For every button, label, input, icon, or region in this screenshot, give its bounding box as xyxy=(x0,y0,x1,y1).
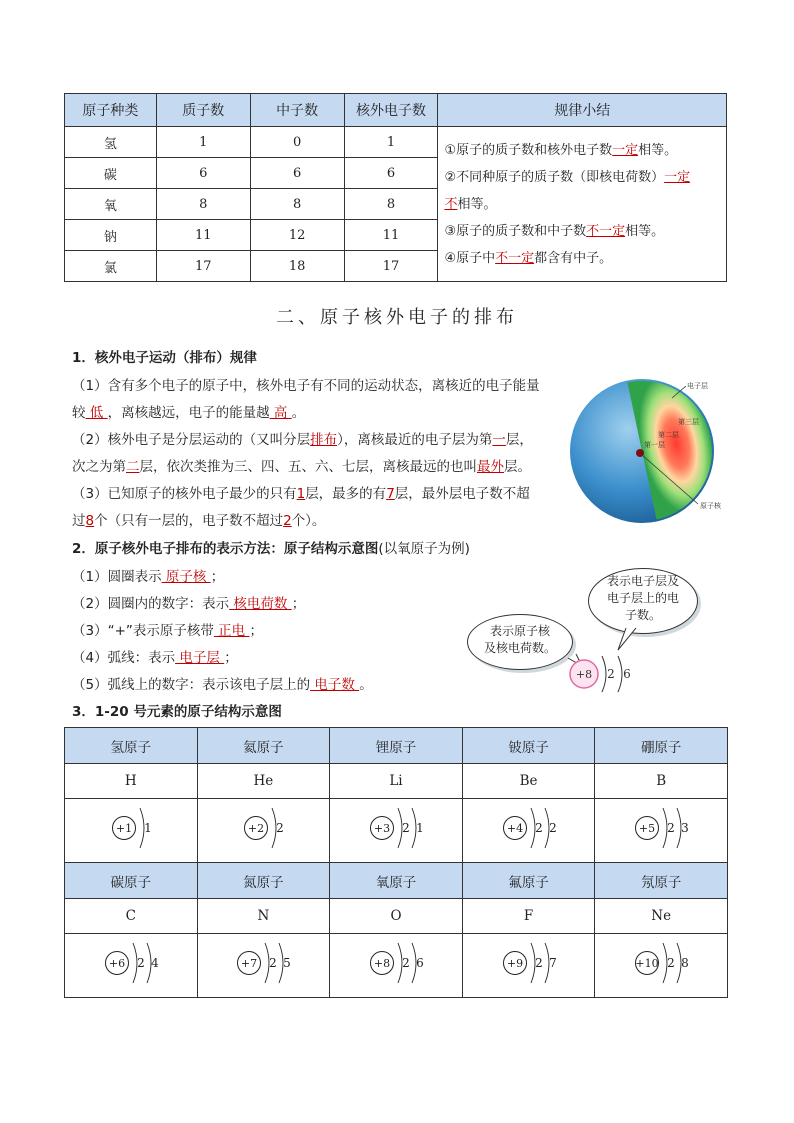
bubble-nucleus: 表示原子核 及核电荷数。 xyxy=(467,614,573,670)
atom-structure-diagram xyxy=(86,804,176,858)
summary-line-1: ①原子的质子数和核外电子数一定相等。 xyxy=(444,142,678,158)
table-row xyxy=(65,127,727,158)
proton-count: 6 xyxy=(156,158,250,189)
element-symbol: N xyxy=(197,899,330,934)
summary-line-3: 不相等。 xyxy=(444,196,497,212)
element-name: 硼原子 xyxy=(595,728,728,764)
atom-structure-diagram xyxy=(484,804,574,858)
atom-name: 碳 xyxy=(65,158,157,189)
shell-electron-count: 1 xyxy=(143,820,152,835)
part1-line-5: （3）已知原子的核外电子最少的只有1层，最多的有7层，最外层电子数不超 xyxy=(72,486,530,502)
table-header-row xyxy=(65,94,727,127)
shell-electron-count: 2 xyxy=(402,820,410,835)
neutron-count: 0 xyxy=(250,127,344,158)
shell-electron-count: 2 xyxy=(667,820,676,835)
element-name: 氧原子 xyxy=(330,863,463,899)
element-symbol: B xyxy=(595,764,728,799)
part1-line-1: （1）含有多个电子的原子中，核外电子有不同的运动状态，离核近的电子能量 xyxy=(72,378,540,394)
part3-heading: 3．1-20 号元素的原子结构示意图 xyxy=(72,704,282,720)
part2-heading: 2．原子核外电子排布的表示方法：原子结构示意图(以氧原子为例) xyxy=(72,541,470,557)
proton-count: 11 xyxy=(156,220,250,251)
summary-line-5: ④原子中不一定都含有中子。 xyxy=(444,250,613,266)
element-symbol-row xyxy=(65,764,728,799)
shell-electron-count: 2 xyxy=(269,955,278,970)
oxygen-nucleus-label: +8 xyxy=(575,668,593,681)
shell-electron-count: 2 xyxy=(136,955,145,970)
part1-line-3: （2）核外电子是分层运动的（又叫分层排布），离核最近的电子层为第一层， xyxy=(72,432,533,448)
nucleus-charge: +10 xyxy=(635,956,659,970)
atom-name: 钠 xyxy=(65,220,157,251)
atom-structure-diagram xyxy=(86,939,176,993)
part1-line-2: 较 低 ，离核越远，电子的能量越 高 。 xyxy=(72,405,306,421)
neutron-count: 12 xyxy=(250,220,344,251)
header-neutrons: 中子数 xyxy=(250,94,344,127)
nucleus-charge: +2 xyxy=(248,821,265,835)
label-nucleus: 原子核 xyxy=(700,502,721,510)
part2-item-2: （2）圆圈内的数字：表示 核电荷数 ； xyxy=(72,596,306,612)
nucleus-charge: +9 xyxy=(506,956,523,970)
shell-electron-count: 2 xyxy=(548,820,557,835)
label-second-layer: 第二层 xyxy=(658,431,679,439)
label-first-layer: 第一层 xyxy=(644,441,665,449)
element-symbol: Ne xyxy=(595,899,728,934)
shell-electron-count: 3 xyxy=(681,820,690,835)
part1-heading: 1．核外电子运动（排布）规律 xyxy=(72,350,257,366)
neutron-count: 8 xyxy=(250,189,344,220)
electron-count: 8 xyxy=(344,189,438,220)
header-electrons: 核外电子数 xyxy=(344,94,438,127)
element-name: 氦原子 xyxy=(197,728,330,764)
oxygen-shell-1: 2 xyxy=(607,667,615,681)
element-name: 碳原子 xyxy=(65,863,198,899)
section-title: 二、原子核外电子的排布 xyxy=(276,307,518,328)
element-symbol: O xyxy=(330,899,463,934)
summary-cell xyxy=(438,127,727,282)
header-protons: 质子数 xyxy=(156,94,250,127)
atom-structure-diagram xyxy=(218,939,308,993)
part2-item-4: （4）弧线：表示 电子层 ； xyxy=(72,650,238,666)
atom-structure-diagram xyxy=(616,804,706,858)
shell-electron-count: 1 xyxy=(416,820,424,835)
nucleus-charge: +6 xyxy=(108,956,125,970)
shell-electron-count: 5 xyxy=(283,955,292,970)
nucleus-charge: +7 xyxy=(241,956,258,970)
atom-structure-table xyxy=(64,727,728,998)
summary-line-2: ②不同种原子的质子数（即核电荷数）一定 xyxy=(444,169,691,185)
electron-count: 17 xyxy=(344,251,438,282)
header-atom-type: 原子种类 xyxy=(65,94,157,127)
element-name-row xyxy=(65,863,728,899)
element-symbol: Li xyxy=(330,764,463,799)
structure-diagram-row xyxy=(65,799,728,863)
element-symbol: He xyxy=(197,764,330,799)
shell-electron-count: 6 xyxy=(416,955,424,970)
neutron-count: 6 xyxy=(250,158,344,189)
shell-electron-count: 4 xyxy=(150,955,159,970)
shell-electron-count: 2 xyxy=(402,955,410,970)
element-name: 锂原子 xyxy=(330,728,463,764)
part2-item-1: （1）圆圈表示 原子核 ； xyxy=(72,569,225,585)
label-electron-layer: 电子层 xyxy=(687,382,708,390)
nucleus-charge: +8 xyxy=(373,956,391,970)
nucleus-charge: +1 xyxy=(115,821,132,835)
atom-name: 氢 xyxy=(65,127,157,158)
summary-line-4: ③原子的质子数和中子数不一定相等。 xyxy=(444,223,665,239)
nucleus-charge: +5 xyxy=(639,821,656,835)
element-symbol: F xyxy=(462,899,595,934)
proton-count: 8 xyxy=(156,189,250,220)
electron-count: 1 xyxy=(344,127,438,158)
neutron-count: 18 xyxy=(250,251,344,282)
atom-name: 氯 xyxy=(65,251,157,282)
header-summary: 规律小结 xyxy=(438,94,727,127)
element-name-row xyxy=(65,728,728,764)
part1-line-4: 次之为第二层，依次类推为三、四、五、六、七层，离核最远的也叫最外层。 xyxy=(72,459,531,475)
atom-composition-table xyxy=(64,93,727,282)
oxygen-structure-diagram xyxy=(566,650,646,696)
element-name: 氖原子 xyxy=(595,863,728,899)
atom-structure-diagram xyxy=(484,939,574,993)
bubble-electron-layer: 表示电子层及 电子层上的电 子数。 xyxy=(588,568,698,634)
nucleus-charge: +4 xyxy=(506,821,523,835)
element-symbol: Be xyxy=(462,764,595,799)
oxygen-shell-2: 6 xyxy=(623,667,631,681)
element-name: 氮原子 xyxy=(197,863,330,899)
atom-structure-diagram xyxy=(351,804,441,858)
atom-structure-diagram xyxy=(351,939,441,993)
electron-shell-sphere-image xyxy=(568,376,728,524)
element-name: 氢原子 xyxy=(65,728,198,764)
element-name: 氟原子 xyxy=(462,863,595,899)
electron-count: 6 xyxy=(344,158,438,189)
proton-count: 1 xyxy=(156,127,250,158)
atom-structure-diagram xyxy=(616,939,706,993)
atom-name: 氧 xyxy=(65,189,157,220)
element-name: 铍原子 xyxy=(462,728,595,764)
shell-electron-count: 2 xyxy=(667,955,676,970)
element-symbol-row xyxy=(65,899,728,934)
shell-electron-count: 8 xyxy=(681,955,690,970)
part2-item-3: （3）“+”表示原子核带 正电 ； xyxy=(72,623,263,639)
electron-count: 11 xyxy=(344,220,438,251)
proton-count: 17 xyxy=(156,251,250,282)
part1-line-6: 过8个（只有一层的，电子数不超过2个）。 xyxy=(72,513,326,529)
structure-diagram-row xyxy=(65,934,728,998)
shell-electron-count: 2 xyxy=(534,820,543,835)
element-symbol: C xyxy=(65,899,198,934)
shell-electron-count: 2 xyxy=(276,820,285,835)
part2-item-5: （5）弧线上的数字：表示该电子层上的 电子数 。 xyxy=(72,677,373,693)
element-symbol: H xyxy=(65,764,198,799)
label-third-layer: 第三层 xyxy=(678,418,699,426)
atom-structure-diagram xyxy=(218,804,308,858)
shell-electron-count: 2 xyxy=(534,955,543,970)
nucleus-charge: +3 xyxy=(373,821,391,835)
shell-electron-count: 7 xyxy=(548,955,557,970)
